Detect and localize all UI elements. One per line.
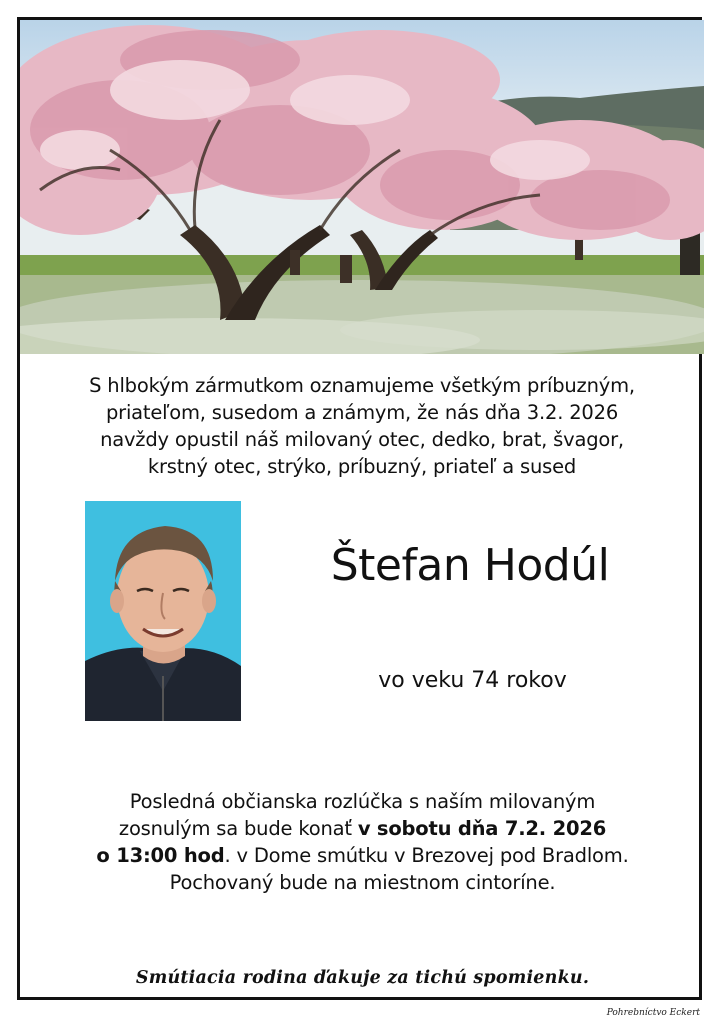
announcement-line: priateľom, susedom a známym, že nás dňa 3.2. 2026: [105, 401, 619, 424]
announcement-line: navždy opustil náš milovaný otec, dedko, brat, švagor,: [100, 428, 624, 451]
deceased-portrait-photo: [85, 501, 241, 721]
ceremony-line: [40, 842, 685, 869]
ceremony-line: Pochovaný bude na miestnom cintoríne.: [169, 871, 556, 894]
announcement-line: krstný otec, strýko, príbuzný, priateľ a sused: [147, 455, 577, 478]
ceremony-date: v sobotu dňa 7.2. 2026: [357, 817, 607, 840]
deceased-age: vo veku 74 rokov: [378, 668, 567, 693]
announcement-line: S hlbokým zármutkom oznamujeme všetkým príbuzným,: [89, 374, 635, 397]
ceremony-time: o 13:00 hod: [96, 844, 225, 867]
ceremony-location: . v Dome smútku v Brezovej pod Bradlom.: [224, 844, 629, 867]
cherry-blossom-banner-image: [20, 20, 704, 354]
ceremony-line: [40, 815, 685, 842]
funeral-home-credit: Pohrebníctvo Eckert: [606, 1008, 700, 1018]
ceremony-line: Posledná občianska rozlúčka s naším milovaným: [129, 790, 596, 813]
family-thanks: Smútiacia rodina ďakuje za tichú spomienku.: [135, 968, 590, 988]
ceremony-line-text: zosnulým sa bude konať: [118, 817, 358, 840]
ceremony-details: [40, 788, 685, 896]
announcement-text: [40, 372, 684, 480]
deceased-name: Štefan Hodúl: [330, 540, 610, 591]
